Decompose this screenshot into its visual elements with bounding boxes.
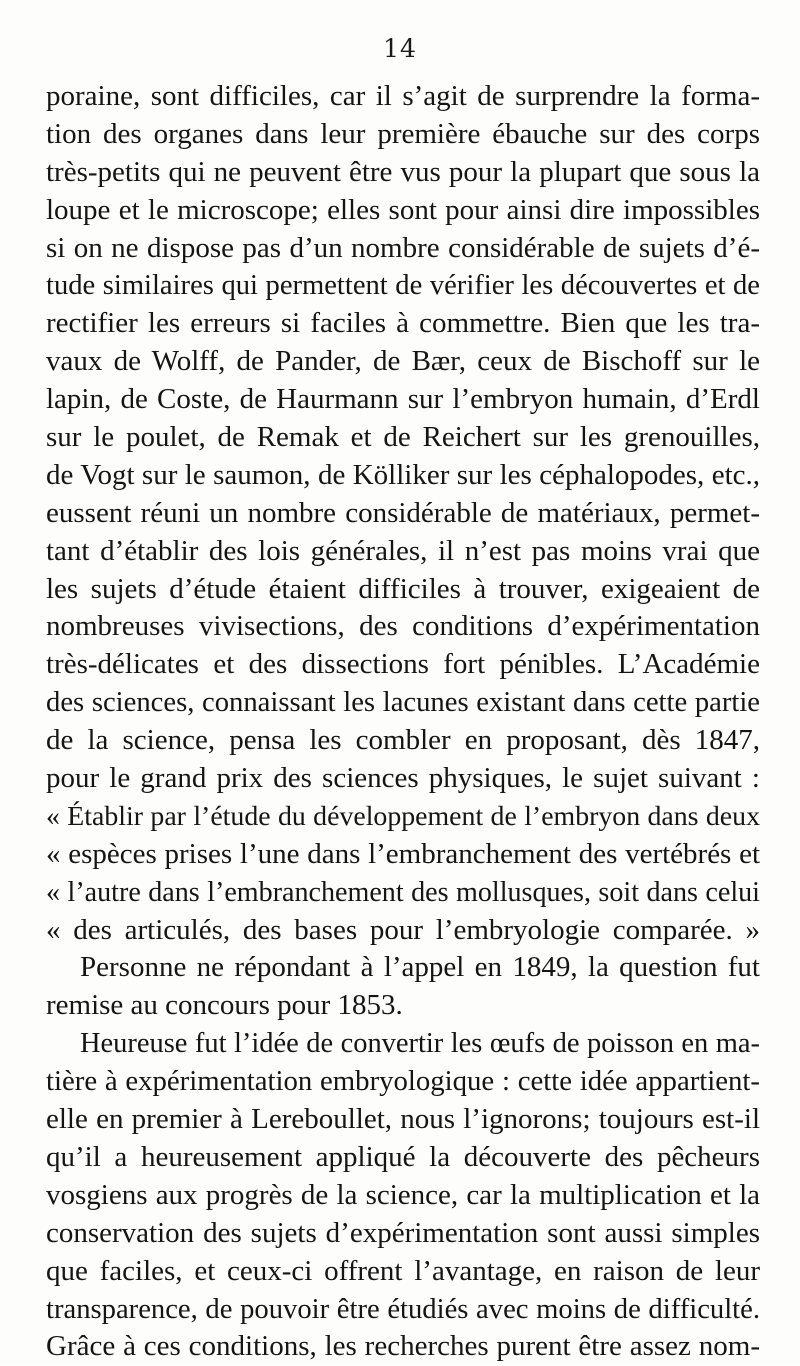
quote-line: « espèces prises l’une dans l’embranchement des vertébrés et: [46, 837, 760, 870]
text-line: vosgiens aux progrès de la science, car la multiplication et la: [46, 1178, 760, 1211]
text-line: les sujets d’étude étaient difficiles à trouver, exigeaient de: [46, 572, 760, 605]
text-line: tude similaires qui permettent de vérifier les découvertes et de: [46, 270, 760, 302]
text-line: de Vogt sur le saumon, de Kölliker sur les céphalopodes, etc.,: [46, 458, 760, 491]
text-line: tière à expérimentation embryologique : cette idée appartient-: [46, 1065, 760, 1098]
text-line: elle en premier à Lereboullet, nous l’ignorons; toujours est-il: [46, 1103, 760, 1136]
text-line: que faciles, et ceux-ci offrent l’avantage, en raison de leur: [46, 1254, 760, 1287]
paragraph: [46, 949, 760, 1025]
text-line: des sciences, connaissant les lacunes existant dans cette partie: [46, 686, 760, 719]
quote-line: « l’autre dans l’embranchement des mollusques, soit dans celui: [46, 876, 760, 908]
text-line: très-petits qui ne peuvent être vus pour la plupart que sous la: [46, 155, 760, 188]
text-line: rectifier les erreurs si faciles à commettre. Bien que les tra-: [46, 307, 760, 340]
text-line: Personne ne répondant à l’appel en 1849, la question fut: [80, 951, 760, 984]
text-line: remise au concours pour 1853.: [46, 989, 403, 1022]
paragraph: [46, 78, 760, 949]
text-line: loupe et le microscope; elles sont pour ainsi dire impossibles: [46, 193, 760, 226]
page-number: 14: [383, 34, 417, 63]
text-line: très-délicates et des dissections fort pénibles. L’Académie: [46, 648, 760, 681]
text-line: nombreuses vivisections, des conditions d’expérimentation: [46, 610, 760, 643]
text-line: eussent réuni un nombre considérable de matériaux, permet-: [46, 496, 760, 529]
text-line: poraine, sont difficiles, car il s’agit de surprendre la forma-: [46, 80, 760, 112]
text-line: qu’il a heureusement appliqué la découverte des pêcheurs: [46, 1140, 760, 1173]
text-line: Heureuse fut l’idée de convertir les œufs de poisson en ma-: [80, 1028, 760, 1060]
text-line: de la science, pensa les combler en proposant, dès 1847,: [46, 724, 760, 757]
quote-line: « Établir par l’étude du développement de l’embryon dans deux: [46, 800, 760, 832]
text-line: lapin, de Coste, de Haurmann sur l’embryon humain, d’Erdl: [46, 383, 760, 416]
text-line: tion des organes dans leur première ébauche sur des corps: [46, 117, 760, 150]
text-line: Grâce à ces conditions, les recherches purent être assez nom-: [46, 1330, 760, 1363]
text-line: sur le poulet, de Remak et de Reichert sur les grenouilles,: [46, 421, 760, 454]
text-line: conservation des sujets d’expérimentation sont aussi simples: [46, 1216, 760, 1249]
text-line: transparence, de pouvoir être étudiés avec moins de difficulté.: [46, 1292, 760, 1325]
paragraph: [46, 1025, 760, 1366]
quote-line: « des articulés, des bases pour l’embryologie comparée. »: [46, 913, 760, 946]
text-line: vaux de Wolff, de Pander, de Bær, ceux de Bischoff sur le: [46, 345, 760, 378]
text-line: tant d’établir des lois générales, il n’est pas moins vrai que: [46, 534, 760, 567]
text-line: pour le grand prix des sciences physiques, le sujet suivant :: [46, 762, 760, 795]
text-line: si on ne dispose pas d’un nombre considérable de sujets d’é-: [46, 231, 760, 264]
body-text: [46, 78, 760, 1366]
